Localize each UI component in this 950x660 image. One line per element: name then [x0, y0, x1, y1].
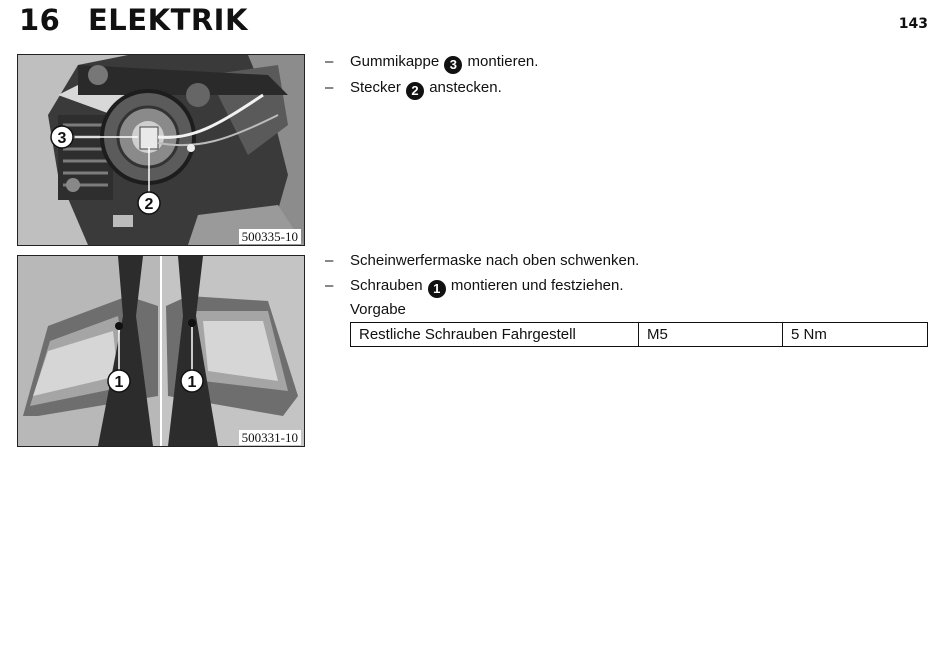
step-callout: 3 [444, 56, 462, 74]
page-number: 143 [898, 16, 928, 32]
chapter-title: ELEKTRIK [88, 3, 248, 37]
step-dash: – [325, 79, 334, 96]
spec-table [350, 322, 928, 347]
step-text: anstecken. [429, 79, 502, 96]
callout-1-right: 1 [187, 374, 197, 391]
chapter-number: 16 [19, 3, 61, 37]
step-text: montieren und festziehen. [450, 277, 624, 294]
step-text: Gummikappe [350, 53, 440, 70]
spec-cell-thread: M5 [639, 323, 783, 347]
headlight-socket-photo [18, 55, 304, 245]
step-callout: 1 [428, 280, 446, 298]
table-row [351, 323, 928, 347]
figure-headlight-socket [17, 54, 305, 246]
callout-2: 2 [144, 196, 154, 213]
step-text: montieren. [467, 53, 539, 70]
headlight-mask-photo [18, 256, 304, 446]
spec-label: Vorgabe [350, 301, 406, 318]
step-text: Scheinwerfermaske nach oben schwenken. [350, 252, 640, 269]
callout-3: 3 [57, 130, 67, 147]
step-text: Schrauben [350, 277, 423, 294]
step-dash: – [325, 53, 334, 70]
figure-headlight-mask [17, 255, 305, 447]
step-dash: – [325, 252, 334, 269]
figure-code: 500335-10 [239, 229, 301, 244]
spec-cell-part: Restliche Schrauben Fahrgestell [351, 323, 639, 347]
callout-1-left: 1 [114, 374, 124, 391]
step-dash: – [325, 277, 334, 294]
step-text: Stecker [350, 79, 401, 96]
spec-cell-torque: 5 Nm [783, 323, 928, 347]
step-callout: 2 [406, 82, 424, 100]
figure-code: 500331-10 [239, 430, 301, 445]
